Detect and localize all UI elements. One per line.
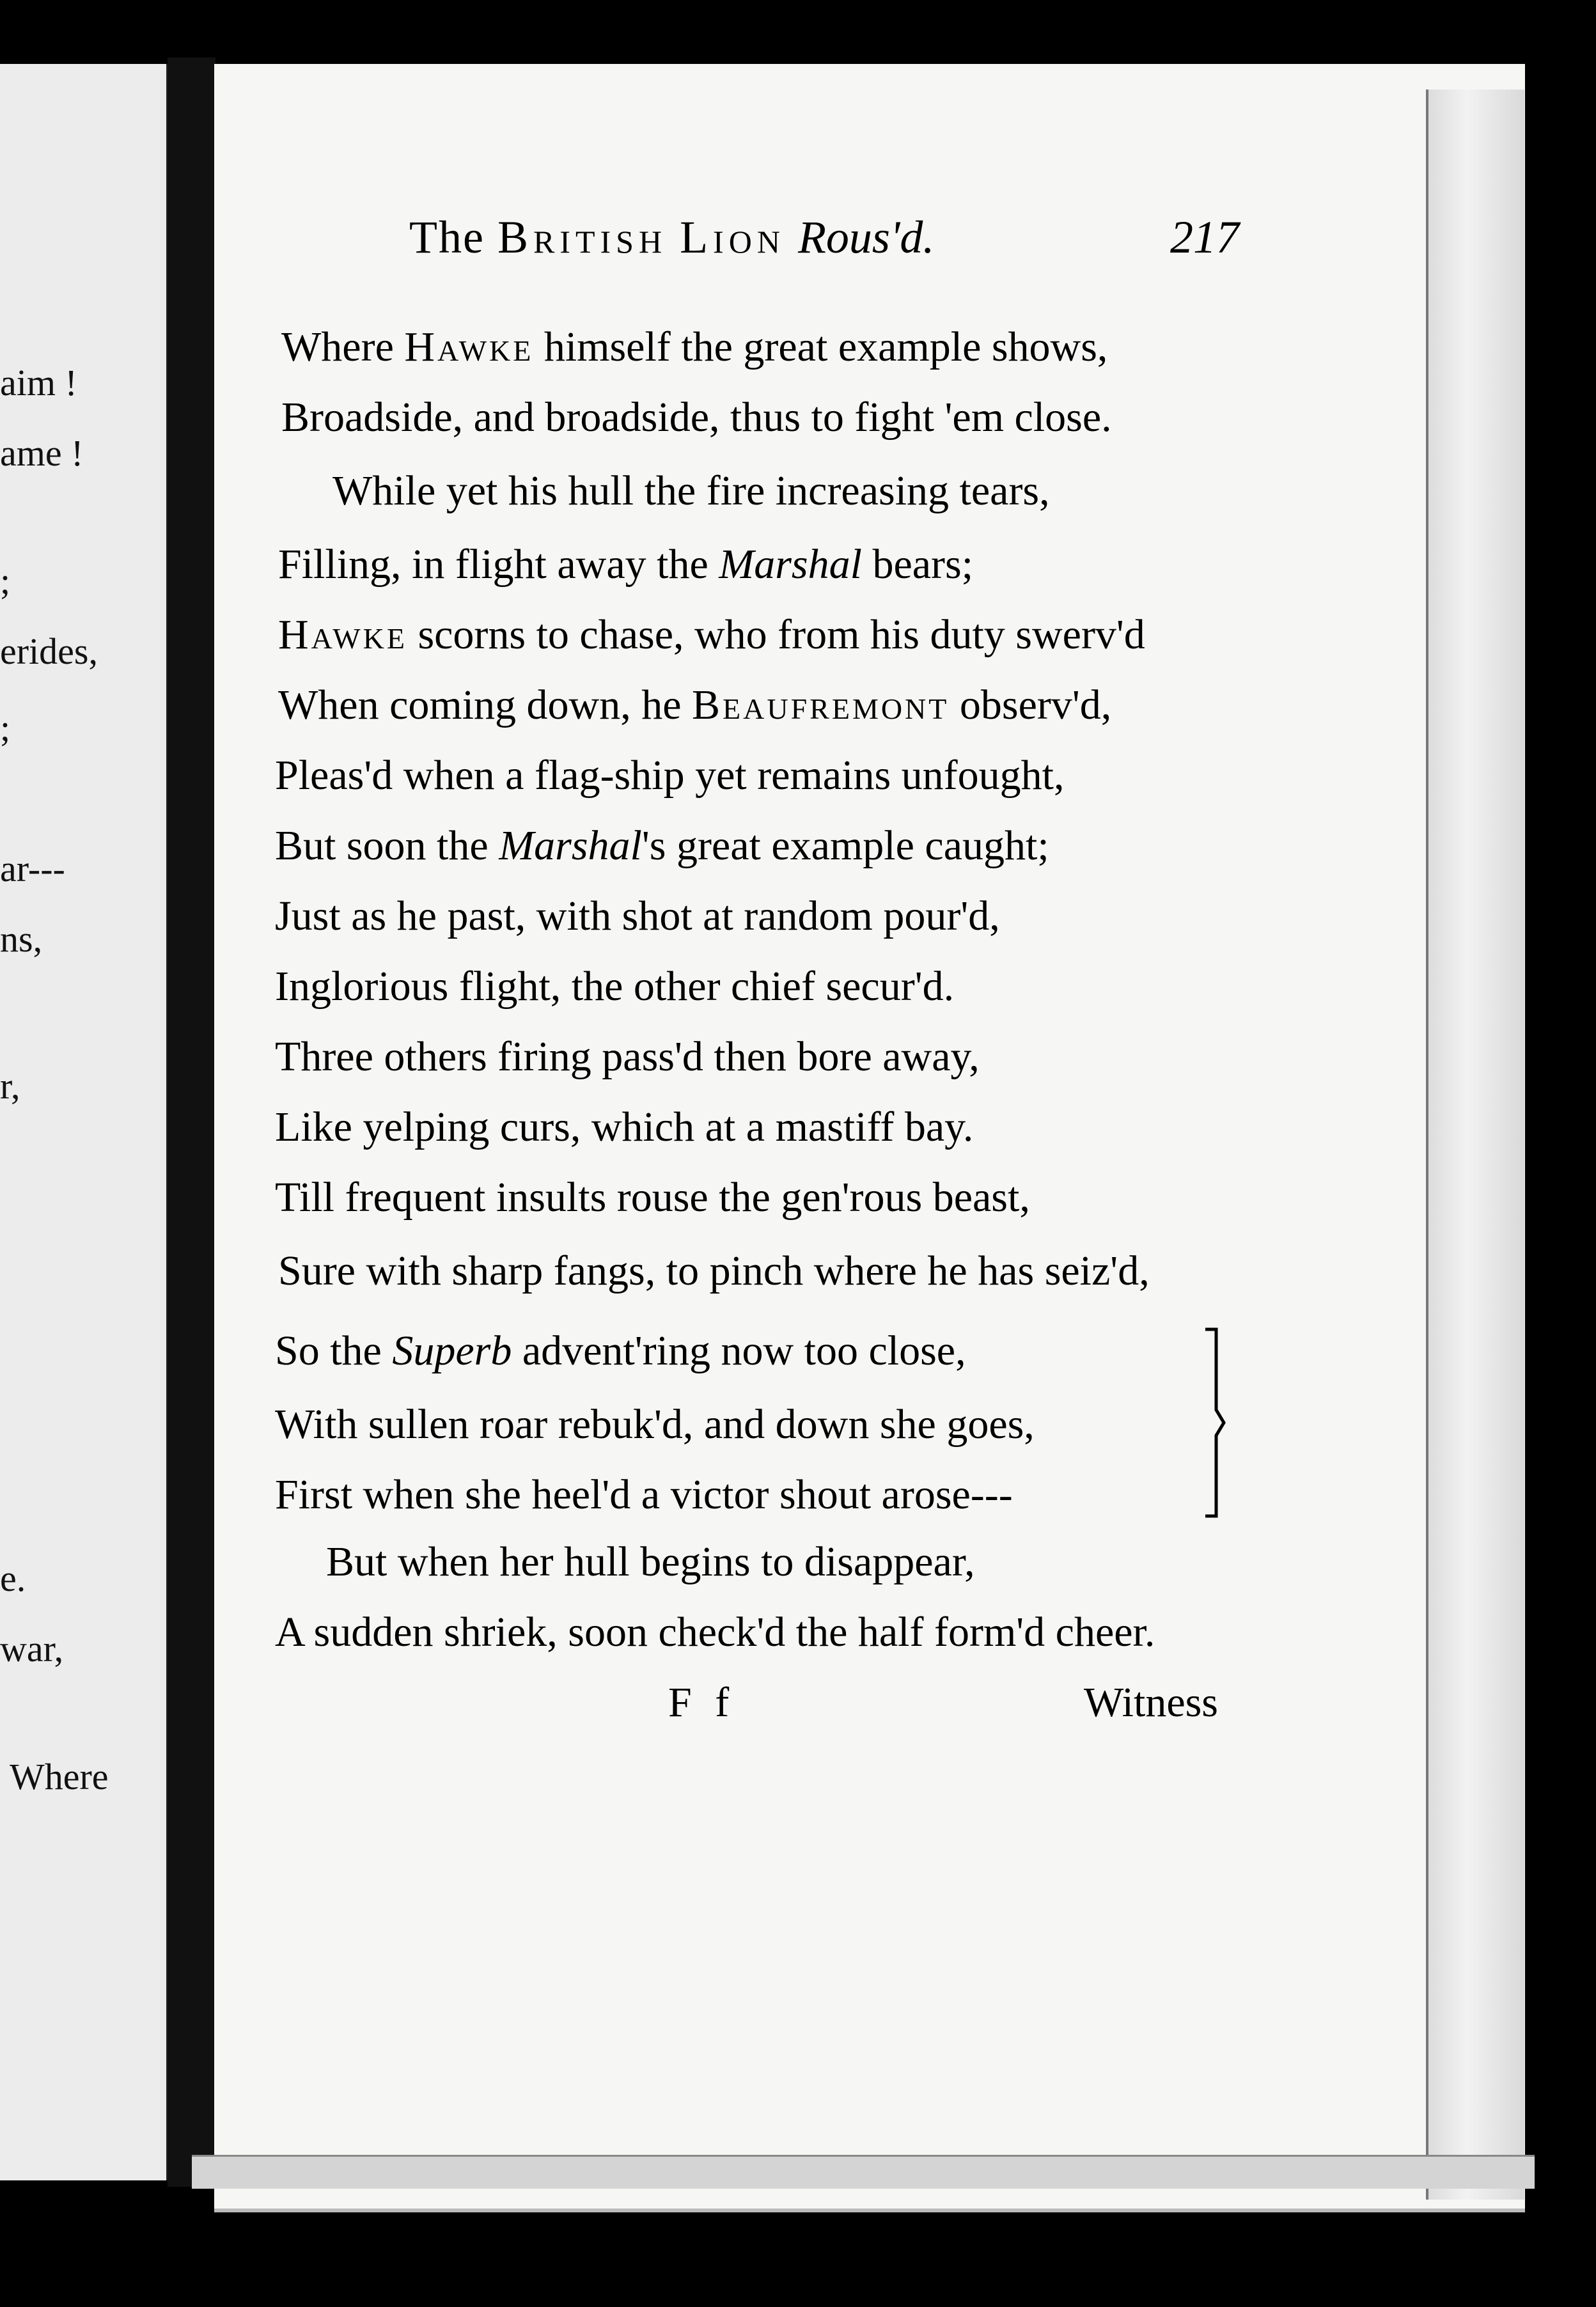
- left-catchword: Where: [10, 1756, 109, 1797]
- page-edge: [1426, 90, 1524, 2200]
- verse-line: Pleas'd when a flag-ship yet remains unfought,: [275, 752, 1065, 799]
- triplet-brace: [1202, 1327, 1228, 1519]
- page-number: 217: [1170, 212, 1239, 263]
- verse-line: Three others firing pass'd then bore away,: [275, 1033, 980, 1080]
- left-page: [0, 64, 170, 2180]
- verse-line: Hawke scorns to chase, who from his duty swerv'd: [278, 611, 1145, 658]
- signature-mark: F f: [668, 1679, 736, 1726]
- left-fragment: ns,: [0, 918, 43, 960]
- title-word: British: [497, 212, 668, 263]
- title-lead: The: [409, 212, 485, 263]
- verse-line: So the Superb advent'ring now too close,: [275, 1327, 966, 1374]
- verse-line: A sudden shriek, soon check'd the half form'd cheer.: [275, 1609, 1155, 1655]
- verse-line: Filling, in flight away the Marshal bears;: [278, 541, 974, 588]
- left-fragment: ;: [0, 707, 11, 749]
- verse-line: Sure with sharp fangs, to pinch where he has seiz'd,: [278, 1247, 1150, 1294]
- running-head: [409, 211, 1253, 275]
- verse-line: First when she heel'd a victor shout arose---: [275, 1471, 1013, 1518]
- page-title: [409, 211, 934, 264]
- verse-line: Inglorious flight, the other chief secur'd.: [275, 963, 955, 1010]
- verse-line: But when her hull begins to disappear,: [326, 1538, 975, 1585]
- verse-line: With sullen roar rebuk'd, and down she goes,: [275, 1401, 1035, 1448]
- left-fragment: aim !: [0, 362, 77, 403]
- title-word: Lion: [680, 212, 785, 263]
- left-fragment: e.: [0, 1558, 26, 1599]
- title-italic: Rous'd.: [797, 212, 935, 263]
- verse-line: Where Hawke himself the great example shows,: [281, 324, 1108, 370]
- verse-line: Till frequent insults rouse the gen'rous beast,: [275, 1174, 1030, 1221]
- left-fragment: erides,: [0, 630, 98, 672]
- left-fragment: ar---: [0, 848, 65, 889]
- left-fragment: r,: [0, 1065, 20, 1107]
- verse-line: Broadside, and broadside, thus to fight 'em close.: [281, 394, 1112, 441]
- verse-line: Just as he past, with shot at random pour'd,: [275, 893, 1000, 939]
- left-fragment: war,: [0, 1628, 64, 1670]
- left-fragment: ame !: [0, 432, 84, 474]
- verse-line: While yet his hull the fire increasing tears,: [332, 467, 1050, 514]
- verse-line: When coming down, he Beaufremont observ'd,: [278, 682, 1112, 728]
- page-bottom-edge: [192, 2155, 1535, 2189]
- verse-line: Like yelping curs, which at a mastiff bay.: [275, 1104, 974, 1150]
- left-fragment: ;: [0, 560, 11, 602]
- verse-line: But soon the Marshal's great example caught;: [275, 822, 1049, 869]
- book-gutter: [168, 58, 215, 2187]
- catchword: Witness: [1084, 1679, 1218, 1726]
